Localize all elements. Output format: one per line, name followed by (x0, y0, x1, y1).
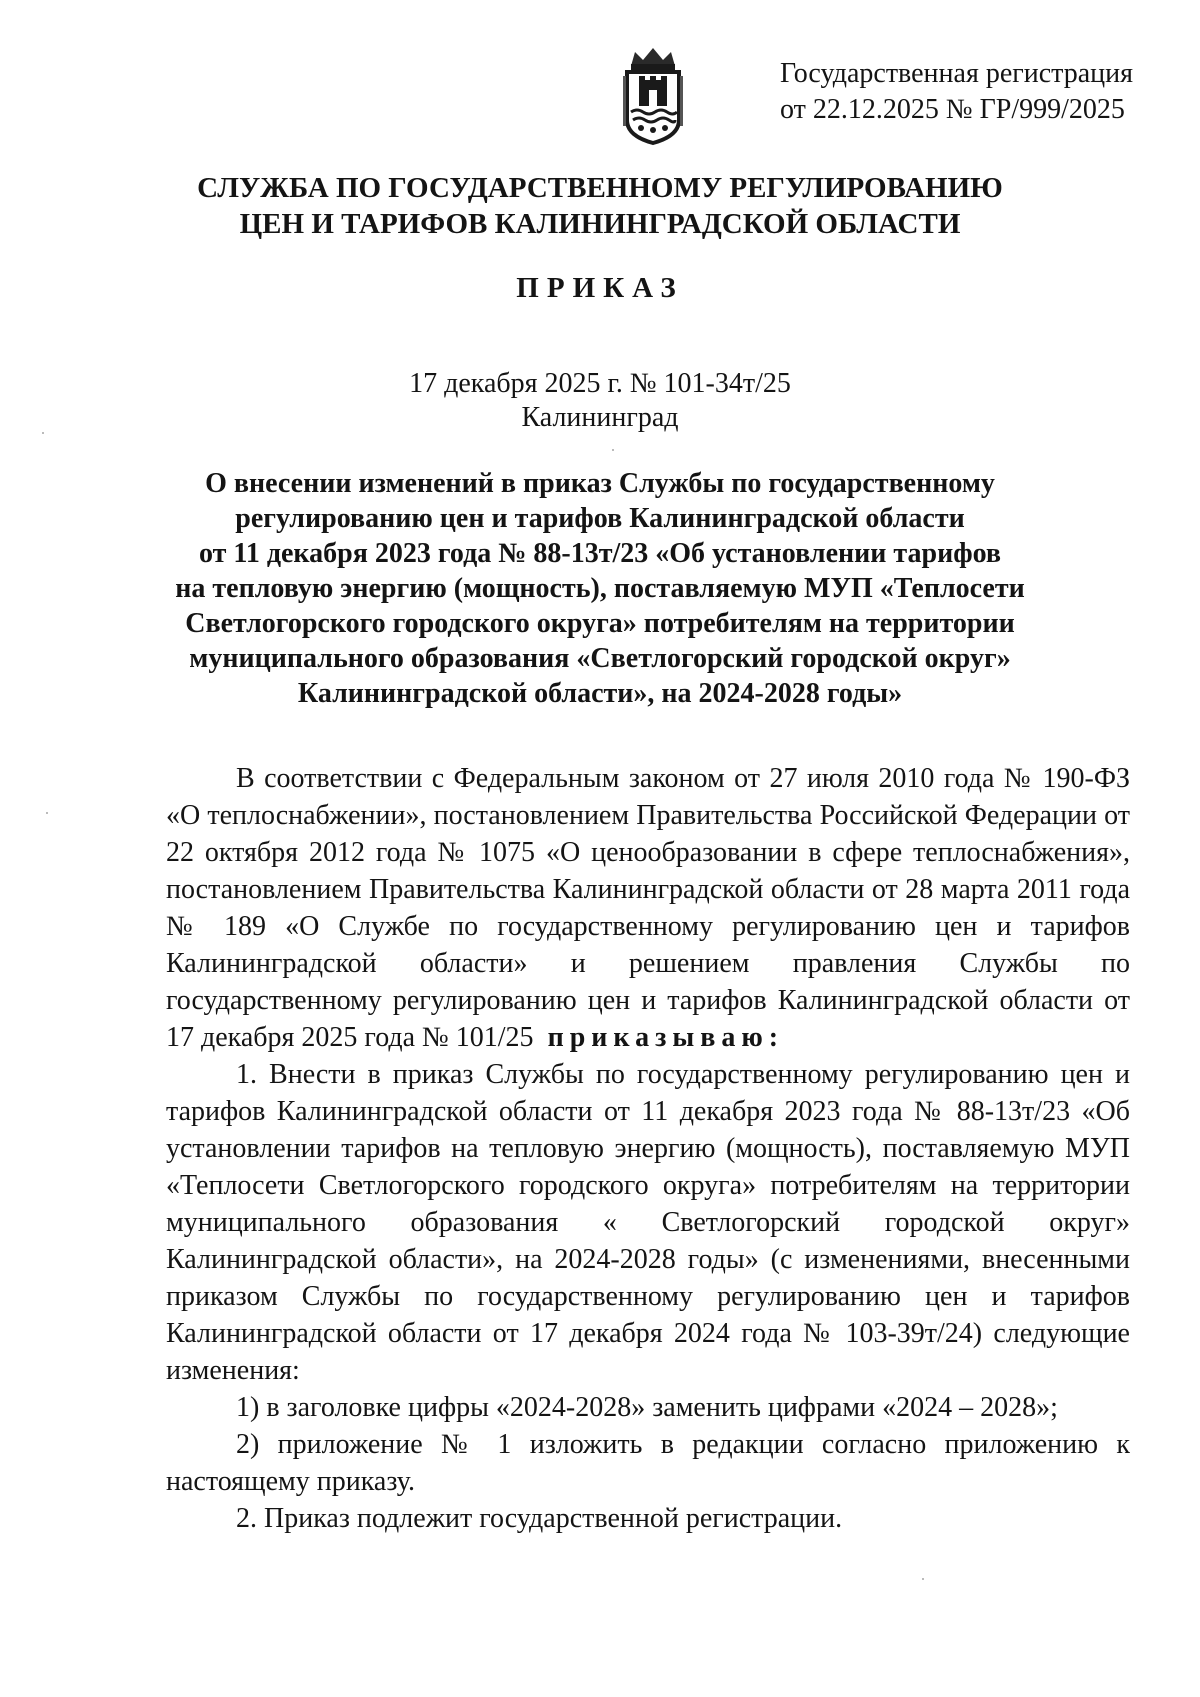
scan-speck (612, 449, 614, 451)
command-word: приказываю: (547, 1022, 785, 1053)
order-subject (140, 466, 1060, 711)
subject-line: О внесении изменений в приказ Службы по государственному (205, 468, 995, 499)
agency-name (100, 170, 1100, 242)
registration-stamp (780, 56, 1160, 128)
order-date-number: 17 декабря 2025 г. № 101-34т/25 (409, 368, 791, 399)
item-1-subitem-2: 2) приложение № 1 изложить в редакции согласно приложению к настоящему приказу. (166, 1429, 1130, 1497)
subject-line: муниципального образования «Светлогорский городской округ» (189, 643, 1011, 674)
scan-speck (922, 1578, 924, 1580)
scan-speck (42, 432, 44, 434)
subject-line: Светлогорского городского округа» потребителям на территории (185, 608, 1015, 639)
item-2-paragraph: 2. Приказ подлежит государственной регистрации. (236, 1503, 843, 1534)
registration-line-1: Государственная регистрация (780, 58, 1133, 89)
order-date-block (100, 367, 1100, 435)
item-1-paragraph: 1. Внести в приказ Службы по государственному регулированию цен и тарифов Калининградской области от 11 декабря 2023 года № 88-13т/23 «Об установлении тарифов на тепловую энергию (мощность), поставляемую МУП «Теплосети Светлогорского городского округа» потребителям на территории муниципального образования « Светлогорский городской округ» Калининградской области», на 2024-2028 годы» (с изменениями, внесенными приказом Службы по государственному регулированию цен и тарифов Калининградской области от 17 декабря 2024 года № 103-39т/24) следующие изменения: (166, 1059, 1130, 1386)
order-city: Калининград (521, 402, 679, 433)
subject-line: Калининградской области», на 2024-2028 годы» (297, 678, 903, 709)
order-body (166, 760, 1130, 1537)
kaliningrad-region-coat-of-arms-icon (621, 46, 685, 146)
subject-line: на тепловую энергию (мощность), поставляемую МУП «Теплосети (175, 573, 1025, 604)
subject-line: от 11 декабря 2023 года № 88-13т/23 «Об установлении тарифов (199, 538, 1001, 569)
item-1-subitem-1: 1) в заголовке цифры «2024-2028» заменить цифрами «2024 – 2028»; (236, 1392, 1058, 1423)
registration-line-2: от 22.12.2025 № ГР/999/2025 (780, 94, 1125, 125)
preamble-text: В соответствии с Федеральным законом от 27 июля 2010 года № 190-ФЗ «О теплоснабжении», постановлением Правительства Российской Федерации от 22 октября 2012 года № 1075 «О ценообразовании в сфере теплоснабжения», постановлением Правительства Калининградской области от 28 марта 2011 года № 189 «О Службе по государственному регулированию цен и тарифов Калининградской области» и решением правления Службы по государственному регулированию цен и тарифов Калининградской области от 17 декабря 2025 года № 101/25 (166, 763, 1130, 1053)
subject-line: регулированию цен и тарифов Калининградской области (235, 503, 965, 534)
agency-name-line-2: ЦЕН И ТАРИФОВ КАЛИНИНГРАДСКОЙ ОБЛАСТИ (239, 208, 961, 240)
scan-speck (46, 812, 48, 814)
document-type: ПРИКАЗ (516, 272, 684, 304)
preamble-paragraph (166, 760, 1130, 1056)
agency-name-line-1: СЛУЖБА ПО ГОСУДАРСТВЕННОМУ РЕГУЛИРОВАНИЮ (197, 172, 1003, 204)
